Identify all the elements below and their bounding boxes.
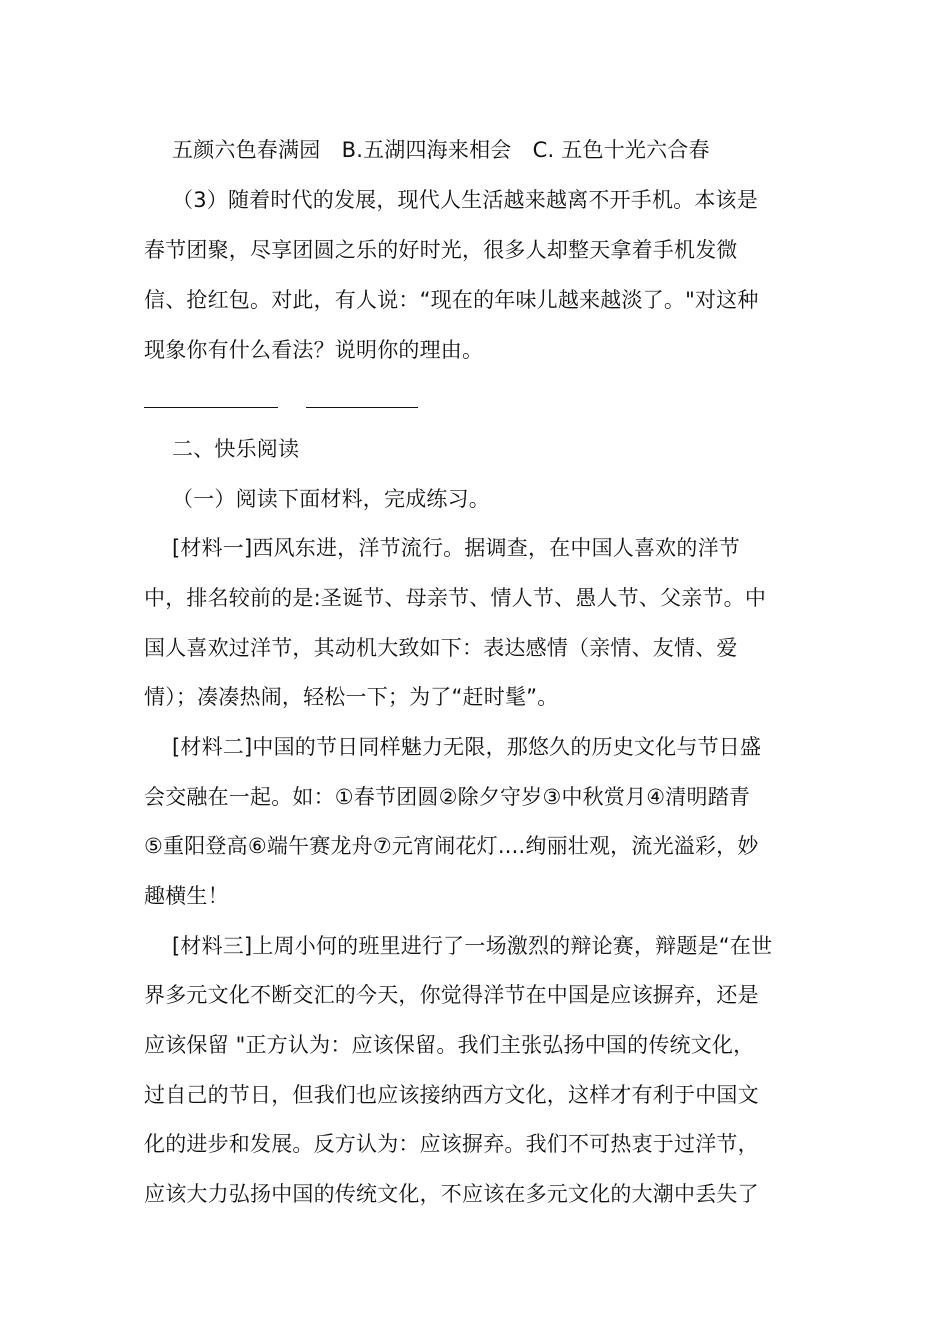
answer-blank-1 bbox=[144, 407, 278, 408]
material3-line-2: 界多元文化不断交汇的今天，你觉得洋节在中国是应该摒弃，还是 bbox=[144, 983, 759, 1007]
section-title: 二、快乐阅读 bbox=[172, 437, 300, 461]
question3-line-3: 信、抢红包。对此，有人说：“现在的年味儿越来越淡了。"对这种 bbox=[144, 288, 759, 312]
material1-line-3: 国人喜欢过洋节，其动机大致如下：表达感情（亲情、友情、爱 bbox=[144, 636, 738, 660]
answer-options-line: 五颜六色春满园 B.五湖四海来相会 C. 五色十光六合春 bbox=[172, 138, 710, 162]
material2-line-2: 会交融在一起。如：①春节团圆②除夕守岁③中秋赏月④清明踏青 bbox=[144, 785, 751, 809]
answer-blank-2 bbox=[306, 407, 418, 408]
subsection-title: （一）阅读下面材料，完成练习。 bbox=[172, 487, 490, 511]
material3-line-1: [材料三]上周小何的班里进行了一场激烈的辩论赛，辩题是“在世 bbox=[172, 934, 773, 958]
material3-line-4: 过自己的节日，但我们也应该接纳西方文化，这样才有利于中国文 bbox=[144, 1083, 759, 1107]
material1-line-1: [材料一]西风东进，洋节流行。据调查，在中国人喜欢的洋节 bbox=[172, 536, 740, 560]
material3-line-6: 应该大力弘扬中国的传统文化，不应该在多元文化的大潮中丢失了 bbox=[144, 1182, 759, 1206]
material3-line-3: 应该保留 "正方认为：应该保留。我们主张弘扬中国的传统文化， bbox=[144, 1033, 755, 1057]
material2-line-1: [材料二]中国的节日同样魅力无限，那悠久的历史文化与节日盛 bbox=[172, 735, 762, 759]
material1-line-2: 中，排名较前的是:圣诞节、母亲节、情人节、愚人节、父亲节。中 bbox=[144, 586, 767, 610]
material2-line-4: 趣横生！ bbox=[144, 884, 229, 908]
material2-line-3: ⑤重阳登高⑥端午赛龙舟⑦元宵闹花灯....绚丽壮观，流光溢彩，妙 bbox=[144, 834, 759, 858]
question3-line-2: 春节团聚，尽享团圆之乐的好时光，很多人却整天拿着手机发微 bbox=[144, 238, 738, 262]
material1-line-4: 情）；凑凑热闹，轻松一下；为了“赶时髦”。 bbox=[144, 685, 559, 709]
material3-line-5: 化的进步和发展。反方认为：应该摒弃。我们不可热衷于过洋节， bbox=[144, 1132, 759, 1156]
question3-line-4: 现象你有什么看法？说明你的理由。 bbox=[144, 338, 484, 362]
question3-line-1: （3）随着时代的发展，现代人生活越来越离不开手机。本该是 bbox=[172, 188, 758, 212]
